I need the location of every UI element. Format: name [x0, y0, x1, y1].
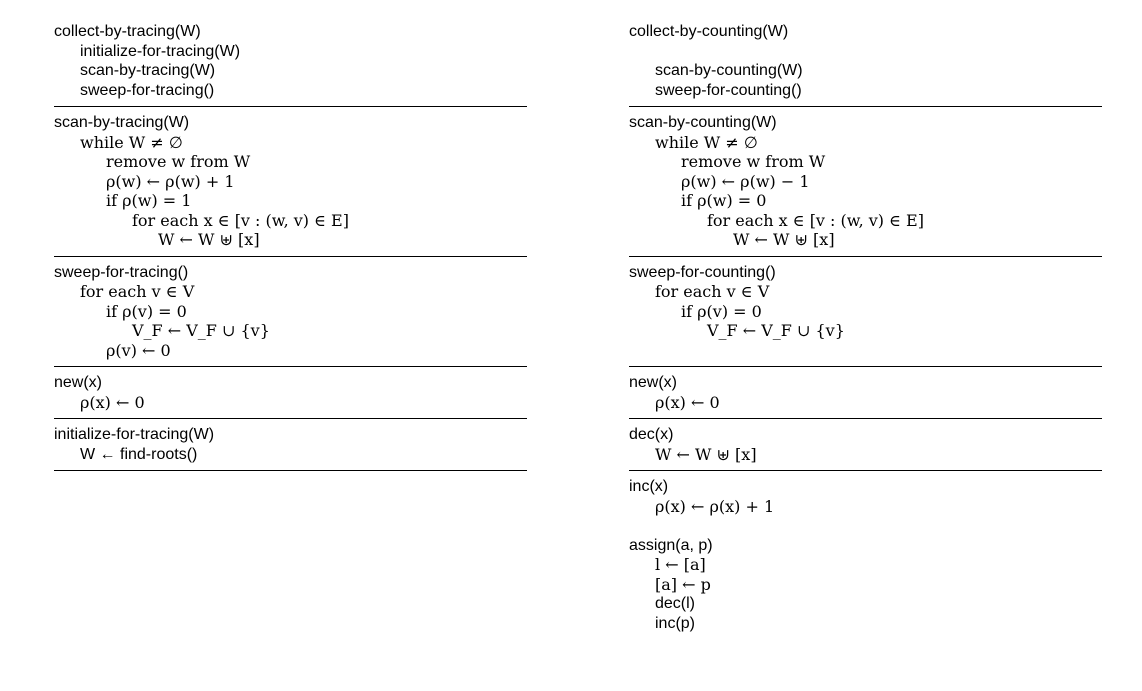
code-line: sweep-for-counting() — [655, 81, 802, 99]
code-line: scan-by-counting(W) — [655, 62, 803, 79]
code-line: V_F ← V_F ∪ {v} — [707, 321, 845, 340]
procedure-signature: collect-by-tracing(W) — [54, 23, 201, 40]
new-procedure — [629, 373, 1102, 419]
code-line: W ← W ⊎ [x] — [733, 230, 835, 249]
inc-procedure — [629, 477, 1102, 516]
code-line: ρ(w) ← ρ(w) − 1 — [681, 171, 810, 191]
procedure-signature: new(x) — [54, 374, 103, 391]
procedure-signature: scan-by-tracing(W) — [54, 114, 190, 131]
procedure-signature: sweep-for-tracing() — [54, 263, 189, 281]
code-line: V_F ← V_F ∪ {v} — [132, 321, 270, 340]
collect-by-tracing-procedure — [54, 22, 527, 107]
code-line: remove w from W — [106, 152, 251, 171]
sweep-for-tracing-procedure — [54, 263, 527, 368]
tracing-column — [54, 22, 527, 477]
procedure-signature: initialize-for-tracing(W) — [54, 426, 215, 443]
collect-by-counting-procedure — [629, 22, 1102, 107]
code-line: W ← W ⊎ [x] — [655, 444, 757, 464]
procedure-signature: inc(x) — [629, 478, 669, 495]
code-line: W ← find-roots() — [80, 445, 198, 463]
code-line: ρ(x) ← 0 — [80, 392, 145, 412]
code-line: ρ(w) ← ρ(w) + 1 — [106, 171, 235, 191]
code-line: if ρ(v) = 0 — [106, 301, 187, 321]
code-line: W ← W ⊎ [x] — [158, 230, 260, 249]
scan-by-tracing-procedure — [54, 113, 527, 257]
code-line: inc(p) — [655, 614, 696, 632]
scan-by-counting-procedure — [629, 113, 1102, 257]
code-line: while W ≠ ∅ — [655, 132, 758, 152]
code-line: while W ≠ ∅ — [80, 132, 183, 152]
code-line: for each x ∈ [v : (w, v) ∈ E] — [132, 210, 349, 230]
procedure-signature: assign(a, p) — [629, 536, 713, 554]
code-line: ρ(v) ← 0 — [106, 340, 171, 360]
new-procedure — [54, 373, 527, 419]
code-line: remove w from W — [681, 152, 826, 171]
procedure-signature: dec(x) — [629, 426, 674, 443]
code-line: for each v ∈ V — [655, 282, 770, 301]
code-line: for each x ∈ [v : (w, v) ∈ E] — [707, 210, 924, 230]
code-line: ρ(x) ← 0 — [655, 392, 720, 412]
code-line: if ρ(v) = 0 — [681, 301, 762, 321]
sweep-for-counting-procedure — [629, 263, 1102, 368]
dec-procedure — [629, 425, 1102, 471]
code-line: for each v ∈ V — [80, 282, 195, 301]
procedure-signature: sweep-for-counting() — [629, 263, 776, 281]
code-line: [a] ← p — [655, 574, 711, 594]
code-line: scan-by-tracing(W) — [80, 62, 216, 79]
initialize-for-tracing-procedure — [54, 425, 527, 471]
assign-procedure — [629, 516, 1102, 639]
code-line: ρ(x) ← ρ(x) + 1 — [655, 496, 775, 516]
counting-column — [629, 22, 1102, 639]
procedure-signature: collect-by-counting(W) — [629, 23, 789, 40]
code-line: dec(l) — [655, 595, 696, 612]
procedure-signature: scan-by-counting(W) — [629, 114, 777, 131]
code-line: initialize-for-tracing(W) — [80, 42, 241, 60]
code-line: if ρ(w) = 0 — [681, 191, 767, 210]
blank-line — [629, 42, 1102, 62]
procedure-signature: new(x) — [629, 374, 678, 391]
code-line: if ρ(w) = 1 — [106, 191, 192, 210]
code-line: l ← [a] — [655, 555, 706, 574]
code-line: sweep-for-tracing() — [80, 81, 215, 99]
blank-line — [629, 341, 1102, 361]
